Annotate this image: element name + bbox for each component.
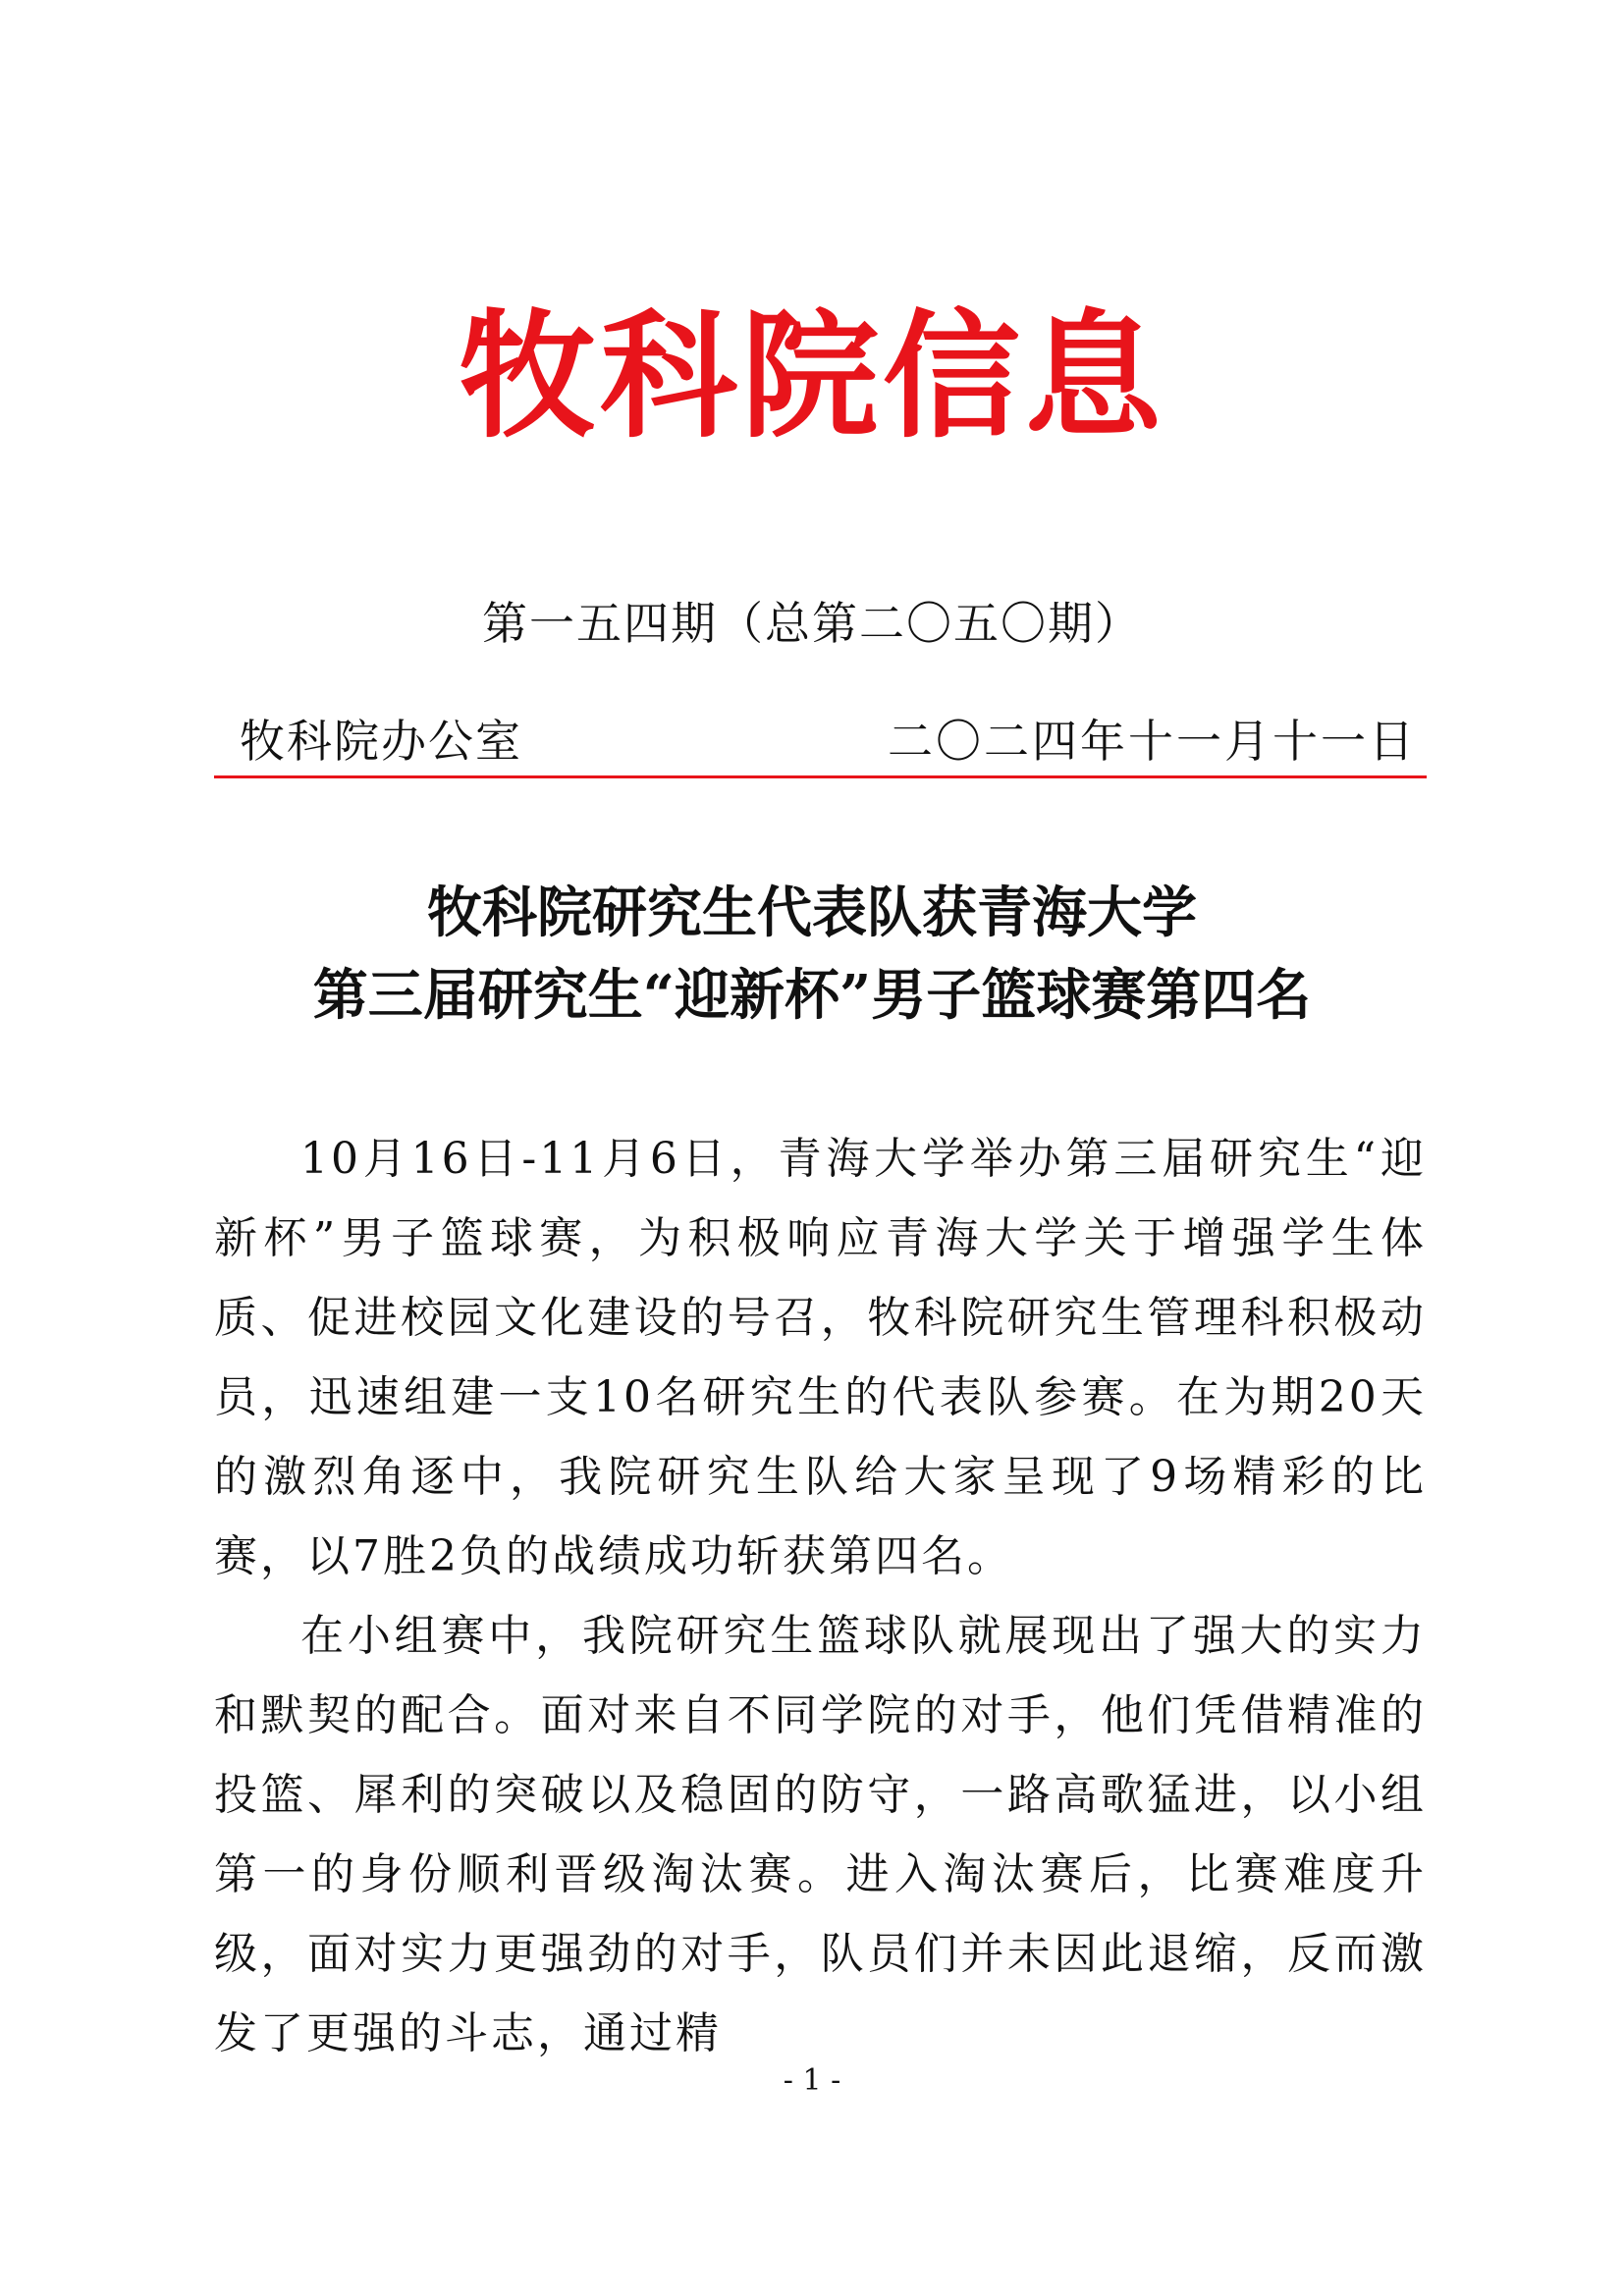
article-paragraph: 10月16日-11月6日，青海大学举办第三届研究生“迎新杯”男子篮球赛，为积极响应青海大学关于增强学生体质、促进校园文化建设的号召，牧科院研究生管理科积极动员，迅速组建一支10名研究生的代表队参赛。在为期20天的激烈角逐中，我院研究生队给大家呈现了9场精彩的比赛，以7胜2负的战绩成功斩获第四名。 xyxy=(214,1134,1427,1581)
page-number: - 1 - xyxy=(783,2063,841,2098)
publish-date: 二〇二四年十一月十一日 xyxy=(888,715,1417,768)
article-title-line: 牧科院研究生代表队获青海大学 xyxy=(427,881,1197,945)
article-body xyxy=(214,1119,1427,2073)
issue-number: 第一五四期（总第二〇五〇期） xyxy=(482,597,1142,650)
article-paragraph: 在小组赛中，我院研究生篮球队就展现出了强大的实力和默契的配合。面对来自不同学院的对手，他们凭借精准的投篮、犀利的突破以及稳固的防守，一路高歌猛进，以小组第一的身份顺利晋级淘汰赛。进入淘汰赛后，比赛难度升级，面对实力更强劲的对手，队员们并未因此退缩，反而激发了更强的斗志，通过精 xyxy=(214,1611,1427,2058)
header-divider xyxy=(214,775,1427,778)
article-title-line: 第三届研究生“迎新杯”男子篮球赛第四名 xyxy=(312,963,1312,1028)
publisher-row xyxy=(214,712,1427,771)
masthead-title: 牧科院信息 xyxy=(458,297,1165,457)
publisher-office: 牧科院办公室 xyxy=(240,715,522,768)
article-title xyxy=(0,872,1624,1037)
